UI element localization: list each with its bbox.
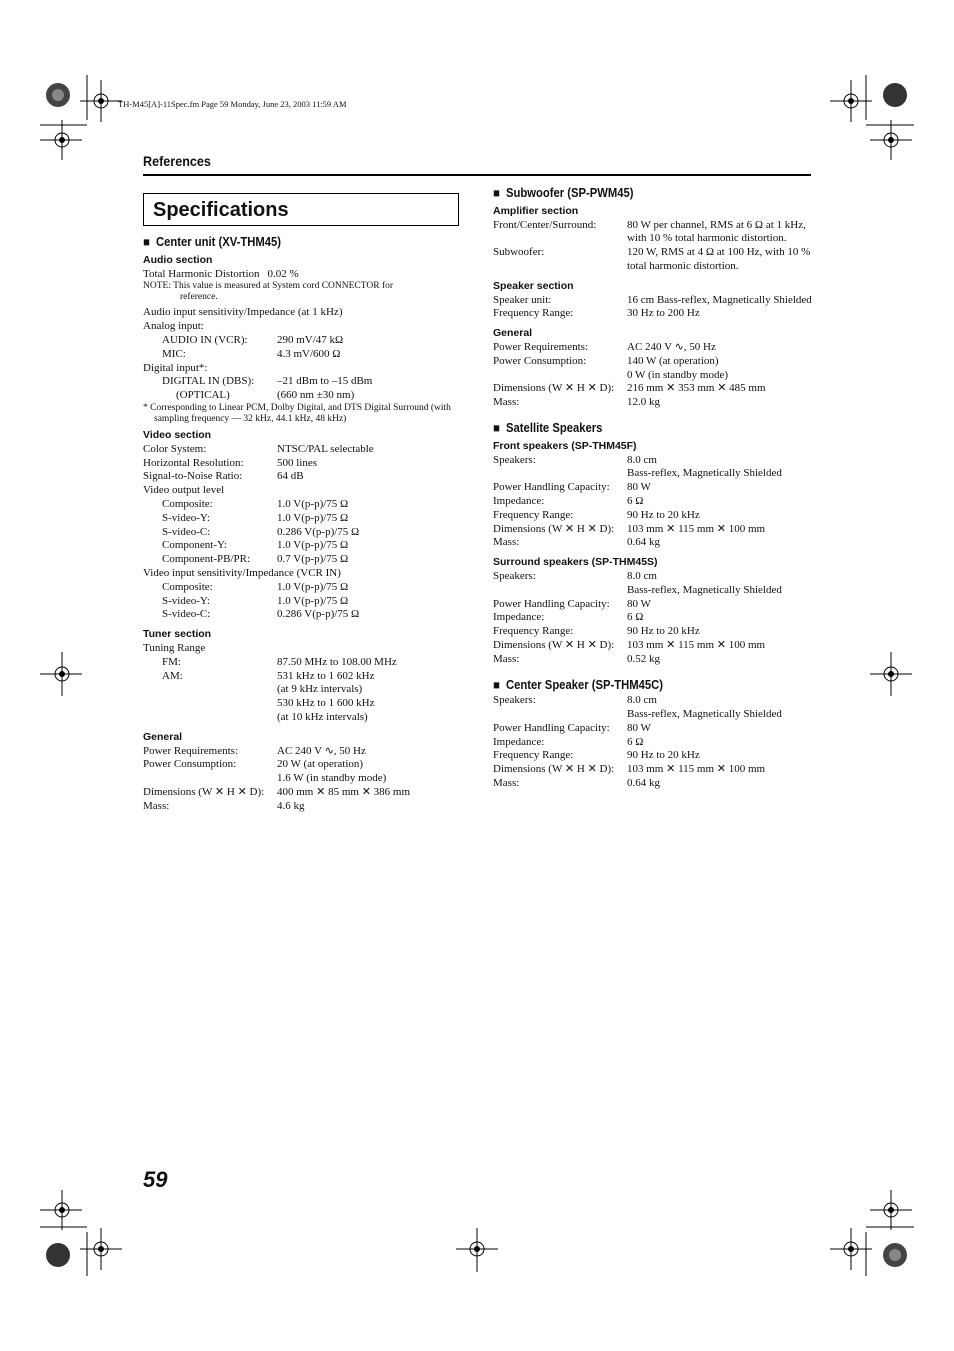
tuner-section-label: Tuner section bbox=[143, 628, 212, 641]
spec-row: 1.6 W (in standby mode) bbox=[277, 772, 387, 785]
spec-row: Mass: 12.0 kg bbox=[493, 396, 660, 409]
audio-section-label: Audio section bbox=[143, 253, 213, 266]
spec-row: FM: 87.50 MHz to 108.00 MHz bbox=[162, 655, 397, 668]
spec-row: Component-Y: 1.0 V(p-p)/75 Ω bbox=[162, 539, 349, 552]
spec-row: Power Requirements: AC 240 V ∿, 50 Hz bbox=[143, 744, 366, 757]
general-section-label: General bbox=[493, 327, 533, 340]
right-column bbox=[493, 187, 813, 791]
spec-row: S-video-Y: 1.0 V(p-p)/75 Ω bbox=[162, 511, 349, 524]
spec-row: 530 kHz to 1 600 kHz bbox=[277, 697, 375, 710]
header-rule bbox=[143, 174, 811, 176]
spec-row: Speakers: 8.0 cm bbox=[493, 694, 657, 707]
spec-row: Dimensions (W ✕ H ✕ D): 103 mm ✕ 115 mm ✕ 100 mm bbox=[493, 522, 766, 535]
spec-row: Power Handling Capacity: 80 W bbox=[493, 481, 651, 494]
spec-row: Impedance: 6 Ω bbox=[493, 735, 644, 748]
footnote: * Corresponding to Linear PCM, Dolby Digital, and DTS Digital Surround (with sampling frequency — 32 kHz, 44.1 kHz, 48 kHz) bbox=[143, 402, 451, 424]
spec-row: Frequency Range: 30 Hz to 200 Hz bbox=[493, 307, 700, 320]
file-info: TH-M45[A]-11Spec.fm Page 59 Monday, June 23, 2003 11:59 AM bbox=[118, 99, 347, 109]
page-number: 59 bbox=[143, 1167, 168, 1192]
video-input-label: Video input sensitivity/Impedance (VCR IN) bbox=[143, 566, 341, 579]
spec-row: S-video-C: 0.286 V(p-p)/75 Ω bbox=[162, 525, 360, 538]
spec-row: Power Consumption: 20 W (at operation) bbox=[143, 758, 364, 771]
digital-input-label: Digital input*: bbox=[143, 361, 208, 374]
spec-row: Total Harmonic Distortion 0.02 % bbox=[143, 267, 299, 280]
note: NOTE: This value is measured at System cord CONNECTOR for reference. bbox=[143, 281, 394, 303]
page-title: Specifications bbox=[153, 199, 289, 221]
spec-row: Mass: 0.64 kg bbox=[493, 536, 660, 549]
spec-row: Mass: 4.6 kg bbox=[143, 799, 305, 812]
subwoofer-heading: ■ Subwoofer (SP-PWM45) bbox=[493, 186, 634, 200]
spec-row: Speakers: 8.0 cm bbox=[493, 569, 657, 582]
spec-row: Component-PB/PR: 0.7 V(p-p)/75 Ω bbox=[162, 553, 349, 566]
spec-row: Dimensions (W ✕ H ✕ D): 400 mm ✕ 85 mm ✕ 386 mm bbox=[143, 785, 411, 798]
center-unit-heading: ■ Center unit (XV-THM45) bbox=[143, 235, 282, 249]
spec-row: Speakers: 8.0 cm bbox=[493, 453, 657, 466]
front-speakers-label: Front speakers (SP-THM45F) bbox=[493, 439, 637, 452]
spec-row: Speaker unit: 16 cm Bass-reflex, Magnetically Shielded bbox=[493, 293, 812, 306]
spec-row: S-video-Y: 1.0 V(p-p)/75 Ω bbox=[162, 594, 349, 607]
spec-row: (at 10 kHz intervals) bbox=[277, 710, 368, 723]
left-column bbox=[143, 236, 463, 813]
spec-row: Horizontal Resolution: 500 lines bbox=[143, 456, 318, 469]
spec-row: (OPTICAL) (660 nm ±30 nm) bbox=[176, 389, 355, 402]
page-title-box bbox=[143, 193, 459, 226]
spec-row: AUDIO IN (VCR): 290 mV/47 kΩ bbox=[162, 333, 344, 346]
spec-row: MIC: 4.3 mV/600 Ω bbox=[162, 347, 341, 360]
audio-sensitivity: Audio input sensitivity/Impedance (at 1 kHz) bbox=[143, 306, 343, 319]
center-speaker-heading: ■ Center Speaker (SP-THM45C) bbox=[493, 677, 663, 692]
spec-row: Bass-reflex, Magnetically Shielded bbox=[627, 583, 782, 596]
spec-row: Bass-reflex, Magnetically Shielded bbox=[627, 708, 782, 721]
spec-row: Bass-reflex, Magnetically Shielded bbox=[627, 467, 782, 480]
spec-row: Mass: 0.64 kg bbox=[493, 777, 660, 790]
spec-row: DIGITAL IN (DBS): –21 dBm to –15 dBm bbox=[162, 375, 373, 388]
spec-row: Power Handling Capacity: 80 W bbox=[493, 597, 651, 610]
spec-row: Dimensions (W ✕ H ✕ D): 216 mm ✕ 353 mm ✕ 485 mm bbox=[493, 382, 766, 395]
spec-row: Signal-to-Noise Ratio: 64 dB bbox=[143, 470, 304, 483]
section-header: References bbox=[143, 153, 211, 169]
spec-row: 0 W (in standby mode) bbox=[627, 368, 729, 381]
spec-row: Subwoofer: 120 W, RMS at 4 Ω at 100 Hz, with 10 % total harmonic distortion. bbox=[493, 246, 811, 272]
spec-row: AM: 531 kHz to 1 602 kHz bbox=[162, 669, 375, 682]
spec-row: Composite: 1.0 V(p-p)/75 Ω bbox=[162, 580, 349, 593]
general-section-label: General bbox=[143, 730, 183, 743]
spec-row: Impedance: 6 Ω bbox=[493, 494, 644, 507]
spec-row: Power Requirements: AC 240 V ∿, 50 Hz bbox=[493, 340, 716, 353]
spec-row: Dimensions (W ✕ H ✕ D): 103 mm ✕ 115 mm ✕ 100 mm bbox=[493, 763, 766, 776]
speaker-section-label: Speaker section bbox=[493, 279, 574, 292]
amplifier-section-label: Amplifier section bbox=[493, 204, 579, 217]
video-output-label: Video output level bbox=[143, 484, 225, 497]
spec-row: Frequency Range: 90 Hz to 20 kHz bbox=[493, 749, 700, 762]
spec-row: Mass: 0.52 kg bbox=[493, 652, 660, 665]
satellite-heading: ■ Satellite Speakers bbox=[493, 420, 603, 435]
tuning-range-label: Tuning Range bbox=[143, 641, 206, 654]
spec-row: Frequency Range: 90 Hz to 20 kHz bbox=[493, 508, 700, 521]
spec-row: Frequency Range: 90 Hz to 20 kHz bbox=[493, 625, 700, 638]
spec-row: Composite: 1.0 V(p-p)/75 Ω bbox=[162, 497, 349, 510]
surround-speakers-label: Surround speakers (SP-THM45S) bbox=[493, 556, 658, 569]
spec-row: Power Handling Capacity: 80 W bbox=[493, 721, 651, 734]
video-section-label: Video section bbox=[143, 428, 212, 441]
spec-row: S-video-C: 0.286 V(p-p)/75 Ω bbox=[162, 608, 360, 621]
analog-input-label: Analog input: bbox=[143, 320, 204, 333]
spec-row: Impedance: 6 Ω bbox=[493, 611, 644, 624]
spec-row: Color System: NTSC/PAL selectable bbox=[143, 442, 374, 455]
spec-row: Power Consumption: 140 W (at operation) bbox=[493, 354, 719, 367]
spec-row: (at 9 kHz intervals) bbox=[277, 683, 363, 696]
spec-row: Front/Center/Surround: 80 W per channel, RMS at 6 Ω at 1 kHz, with 10 % total harmonic distortion. bbox=[493, 218, 806, 245]
spec-row: Dimensions (W ✕ H ✕ D): 103 mm ✕ 115 mm ✕ 100 mm bbox=[493, 638, 766, 651]
